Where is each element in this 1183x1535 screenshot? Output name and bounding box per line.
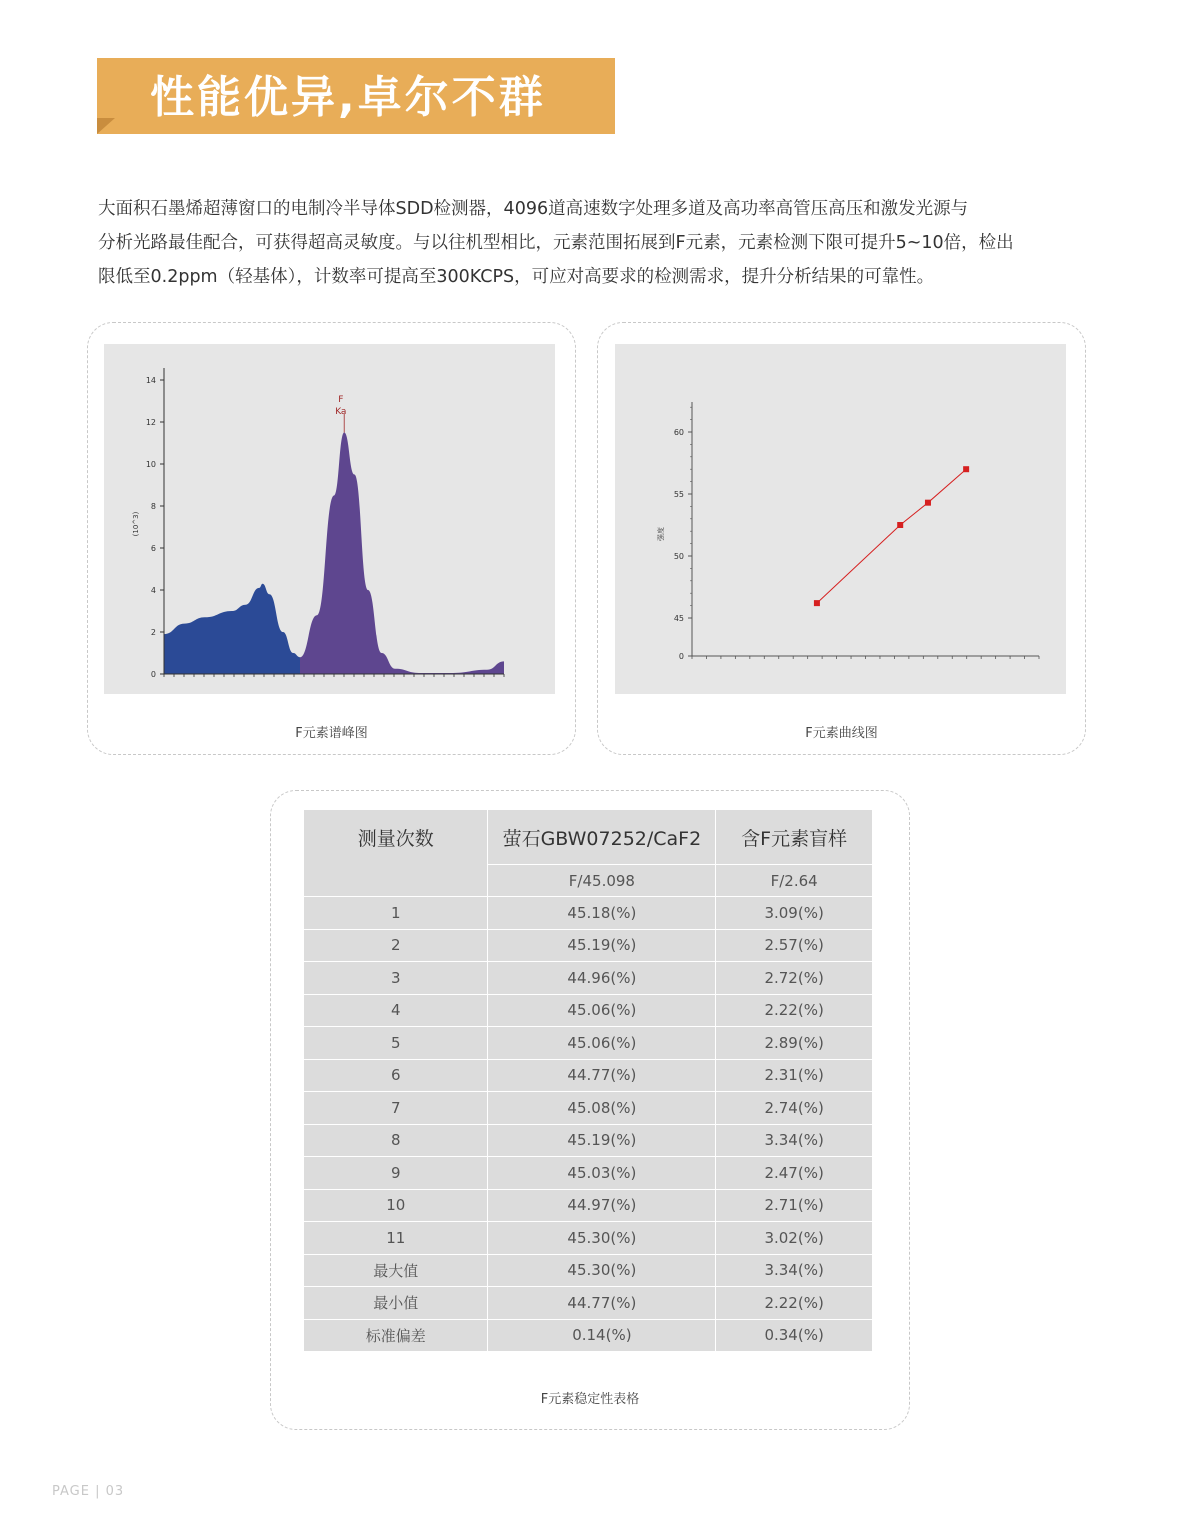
subheader-blind-sample: F/2.64 <box>716 865 873 897</box>
fluorite-value: 45.06(%) <box>488 994 716 1027</box>
table-row <box>304 929 873 962</box>
row-label: 11 <box>304 1222 488 1255</box>
table-row <box>304 1254 873 1287</box>
curve-line <box>817 469 966 603</box>
y-tick-label: 45 <box>673 614 684 623</box>
y-tick-label: 0 <box>678 652 684 661</box>
peak-label-element: F <box>338 395 344 405</box>
peak-label-line: Ka <box>335 407 347 417</box>
header-count: 测量次数 <box>304 810 488 897</box>
fluorite-value: 44.97(%) <box>488 1189 716 1222</box>
intro-paragraph <box>98 192 1058 294</box>
page-title: 性能优异,卓尔不群 <box>150 72 546 123</box>
table-header-row <box>304 810 873 865</box>
table-row <box>304 1189 873 1222</box>
banner-fold <box>97 118 115 134</box>
y-tick-label: 50 <box>673 552 684 561</box>
header-blind-sample: 含F元素盲样 <box>716 810 873 865</box>
row-label: 5 <box>304 1027 488 1060</box>
spectrum-caption: F元素谱峰图 <box>295 726 368 741</box>
page-number: PAGE | 03 <box>52 1484 125 1499</box>
y-tick-label: 10 <box>145 460 156 469</box>
fluorite-value: 0.14(%) <box>488 1319 716 1352</box>
y-tick-label: 12 <box>145 418 156 427</box>
blind-sample-value: 2.22(%) <box>716 1287 873 1320</box>
blind-sample-value: 0.34(%) <box>716 1319 873 1352</box>
fluorite-value: 45.03(%) <box>488 1157 716 1190</box>
row-label: 10 <box>304 1189 488 1222</box>
row-label: 标准偏差 <box>304 1319 488 1352</box>
table-row <box>304 1027 873 1060</box>
blind-sample-value: 2.89(%) <box>716 1027 873 1060</box>
intro-line: 分析光路最佳配合，可获得超高灵敏度。与以往机型相比，元素范围拓展到F元素，元素检测下限可提升5~10倍，检出 <box>98 233 1014 253</box>
y-tick-label: 4 <box>150 586 156 595</box>
y-tick-label: 60 <box>673 428 684 437</box>
y-tick-label: 14 <box>145 376 156 385</box>
blind-sample-value: 3.02(%) <box>716 1222 873 1255</box>
y-tick-label: 0 <box>150 670 156 679</box>
table-row <box>304 1157 873 1190</box>
table-row <box>304 897 873 930</box>
blind-sample-value: 2.22(%) <box>716 994 873 1027</box>
fluorite-value: 45.30(%) <box>488 1222 716 1255</box>
fluorite-value: 44.77(%) <box>488 1287 716 1320</box>
blind-sample-value: 2.74(%) <box>716 1092 873 1125</box>
table-row <box>304 1124 873 1157</box>
curve-caption: F元素曲线图 <box>805 726 878 741</box>
fluorite-value: 44.96(%) <box>488 962 716 995</box>
curve-point <box>897 522 903 528</box>
fluorite-value: 44.77(%) <box>488 1059 716 1092</box>
blind-sample-value: 3.09(%) <box>716 897 873 930</box>
blind-sample-value: 3.34(%) <box>716 1254 873 1287</box>
header-fluorite: 萤石GBW07252/CaF2 <box>488 810 716 865</box>
curve-point <box>925 500 931 506</box>
row-label: 9 <box>304 1157 488 1190</box>
blind-sample-value: 2.31(%) <box>716 1059 873 1092</box>
spectrum-area-peak <box>300 433 504 675</box>
y-axis-label: (10^3) <box>132 511 140 537</box>
row-label: 4 <box>304 994 488 1027</box>
curve-chart <box>615 344 1066 694</box>
y-tick-label: 2 <box>150 628 156 637</box>
row-label: 7 <box>304 1092 488 1125</box>
row-label: 3 <box>304 962 488 995</box>
y-axis-label: 强度 <box>657 527 665 541</box>
fluorite-value: 45.19(%) <box>488 929 716 962</box>
blind-sample-value: 2.47(%) <box>716 1157 873 1190</box>
fluorite-value: 45.19(%) <box>488 1124 716 1157</box>
table-row <box>304 1059 873 1092</box>
table-caption: F元素稳定性表格 <box>540 1392 640 1407</box>
curve-point <box>814 600 820 606</box>
y-tick-label: 6 <box>150 544 156 553</box>
table-row <box>304 1222 873 1255</box>
row-label: 1 <box>304 897 488 930</box>
y-tick-label: 8 <box>150 502 156 511</box>
row-label: 最大值 <box>304 1254 488 1287</box>
blind-sample-value: 3.34(%) <box>716 1124 873 1157</box>
stability-table <box>303 809 873 1352</box>
blind-sample-value: 2.71(%) <box>716 1189 873 1222</box>
table-row <box>304 1319 873 1352</box>
table-row <box>304 1287 873 1320</box>
spectrum-chart <box>104 344 555 694</box>
fluorite-value: 45.18(%) <box>488 897 716 930</box>
row-label: 6 <box>304 1059 488 1092</box>
table-row <box>304 994 873 1027</box>
table-row <box>304 962 873 995</box>
table-row <box>304 1092 873 1125</box>
blind-sample-value: 2.72(%) <box>716 962 873 995</box>
blind-sample-value: 2.57(%) <box>716 929 873 962</box>
intro-line: 限低至0.2ppm（轻基体），计数率可提高至300KCPS，可应对高要求的检测需求，提升分析结果的可靠性。 <box>98 267 935 287</box>
fluorite-value: 45.08(%) <box>488 1092 716 1125</box>
intro-line: 大面积石墨烯超薄窗口的电制冷半导体SDD检测器，4096道高速数字处理多道及高功率高管压高压和激发光源与 <box>98 199 969 219</box>
subheader-fluorite: F/45.098 <box>488 865 716 897</box>
spectrum-area-left <box>164 584 300 674</box>
curve-point <box>963 466 969 472</box>
row-label: 2 <box>304 929 488 962</box>
row-label: 最小值 <box>304 1287 488 1320</box>
fluorite-value: 45.30(%) <box>488 1254 716 1287</box>
fluorite-value: 45.06(%) <box>488 1027 716 1060</box>
row-label: 8 <box>304 1124 488 1157</box>
y-tick-label: 55 <box>673 490 684 499</box>
